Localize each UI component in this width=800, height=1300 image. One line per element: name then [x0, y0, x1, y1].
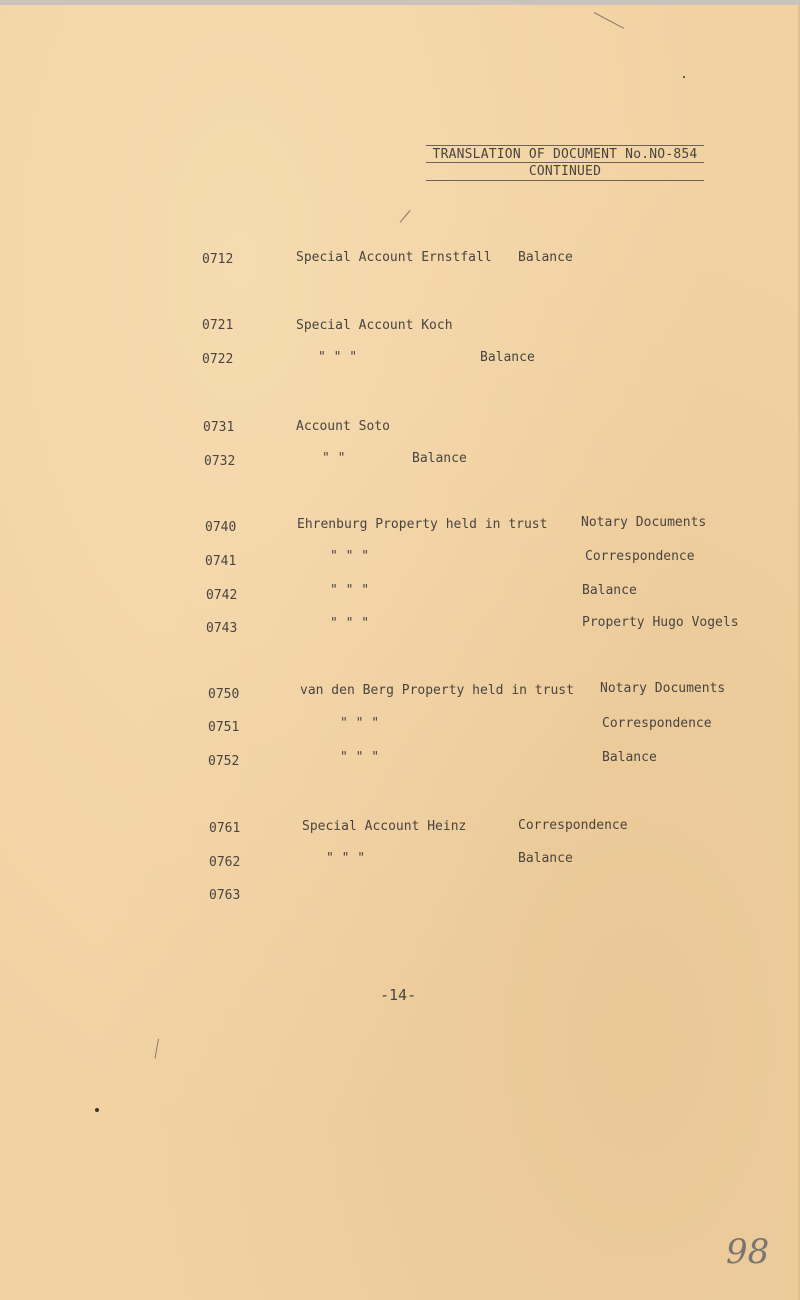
entry-description: " " " — [340, 750, 380, 765]
entry-description: " " " — [326, 851, 366, 866]
entry-detail: Balance — [412, 451, 467, 466]
entry-description: " " " — [330, 583, 370, 598]
paper-speck — [95, 1108, 99, 1112]
entry-number: 0721 — [202, 318, 234, 333]
entry-description: " " " — [318, 350, 358, 365]
entry-description: " " " — [340, 716, 380, 731]
entry-number: 0743 — [206, 621, 238, 636]
heading-title: TRANSLATION OF DOCUMENT No.NO-854 — [426, 145, 704, 163]
entry-description: " " " — [330, 549, 370, 564]
entry-number: 0732 — [204, 454, 236, 469]
entry-number: 0751 — [208, 720, 240, 735]
handwritten-folio-number: 98 — [726, 1232, 770, 1272]
paper-mark — [400, 210, 411, 223]
entry-number: 0762 — [209, 855, 241, 870]
entry-description: Special Account Koch — [296, 318, 453, 333]
entry-number: 0740 — [205, 520, 237, 535]
page-number: -14- — [380, 986, 417, 1004]
entry-description: Special Account Ernstfall — [296, 250, 492, 265]
entry-detail: Notary Documents — [581, 515, 707, 530]
entry-detail: Correspondence — [585, 549, 695, 564]
entry-detail: Balance — [518, 250, 573, 265]
entry-detail: Balance — [602, 750, 657, 765]
entry-detail: Balance — [582, 583, 637, 598]
entry-number: 0741 — [205, 554, 237, 569]
entry-number: 0742 — [206, 588, 238, 603]
entry-number: 0750 — [208, 687, 240, 702]
entry-description: Special Account Heinz — [302, 819, 467, 834]
entry-number: 0722 — [202, 352, 234, 367]
entry-description: " " " — [330, 616, 370, 631]
document-heading — [426, 145, 704, 181]
entry-number: 0731 — [203, 420, 235, 435]
entry-detail: Correspondence — [518, 818, 628, 833]
scanner-edge — [0, 0, 800, 5]
entry-detail: Notary Documents — [600, 681, 726, 696]
entry-description: " " — [322, 451, 346, 466]
paper-speck — [683, 76, 685, 78]
entry-detail: Correspondence — [602, 716, 712, 731]
entry-number: 0712 — [202, 252, 234, 267]
entry-description: Account Soto — [296, 419, 390, 434]
entry-description: Ehrenburg Property held in trust — [297, 517, 548, 532]
entry-number: 0763 — [209, 888, 241, 903]
entry-detail: Balance — [518, 851, 573, 866]
entry-detail: Balance — [480, 350, 535, 365]
heading-continued: CONTINUED — [426, 164, 704, 181]
entry-description: van den Berg Property held in trust — [300, 683, 574, 698]
paper-mark — [155, 1039, 159, 1059]
entry-number: 0761 — [209, 821, 241, 836]
entry-number: 0752 — [208, 754, 240, 769]
entry-detail: Property Hugo Vogels — [582, 615, 739, 630]
paper-mark — [594, 12, 624, 29]
